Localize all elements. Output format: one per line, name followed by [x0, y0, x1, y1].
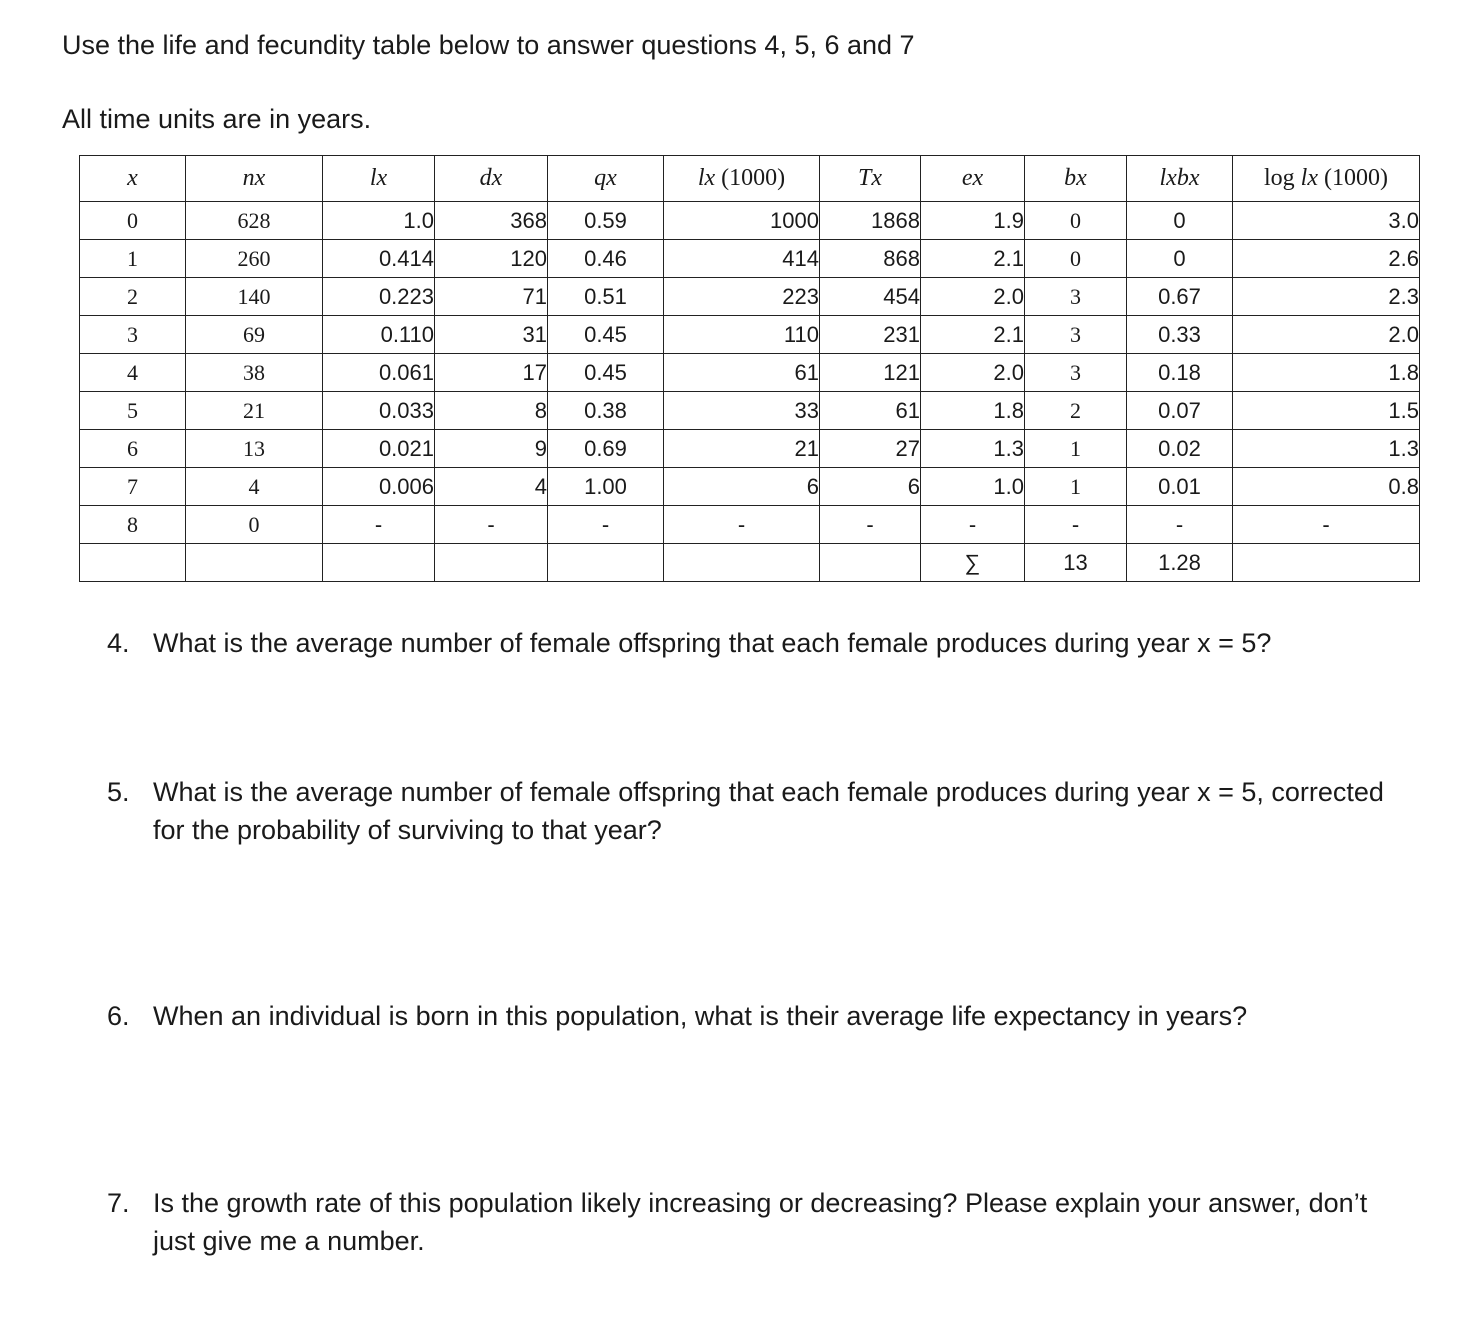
cell-tx: 1868 — [820, 202, 921, 240]
cell-x: 5 — [80, 392, 186, 430]
cell-tx: 27 — [820, 430, 921, 468]
cell-lxbx: 0.07 — [1127, 392, 1233, 430]
cell-lx: 0.061 — [323, 354, 435, 392]
cell-tx: 61 — [820, 392, 921, 430]
cell-x: 6 — [80, 430, 186, 468]
table-row — [80, 316, 1420, 354]
cell-dx: 4 — [435, 468, 548, 506]
cell-x: 1 — [80, 240, 186, 278]
cell-tx: 231 — [820, 316, 921, 354]
question-text: What is the average number of female offspring that each female produces during year x = 5, corrected for the probability of surviving to that year? — [153, 777, 1384, 845]
question-4 — [107, 624, 1407, 662]
cell-bx: 3 — [1025, 316, 1127, 354]
header-tx: Tx — [820, 156, 921, 202]
cell-lx1000: 33 — [664, 392, 820, 430]
cell-lx1000: 110 — [664, 316, 820, 354]
table-row — [80, 240, 1420, 278]
question-5 — [107, 773, 1407, 849]
table-row — [80, 506, 1420, 544]
header-bx: bx — [1025, 156, 1127, 202]
header-lxbx: lxbx — [1127, 156, 1233, 202]
cell-lxbx: 0.33 — [1127, 316, 1233, 354]
cell-x: 0 — [80, 202, 186, 240]
cell-ex: 2.0 — [921, 354, 1025, 392]
table-header-row — [80, 156, 1420, 202]
cell-tx: 454 — [820, 278, 921, 316]
cell-lxbx: - — [1127, 506, 1233, 544]
cell-tx: 868 — [820, 240, 921, 278]
cell-qx: 1.00 — [548, 468, 664, 506]
header-lx: lx — [323, 156, 435, 202]
cell-lxbx: 0.67 — [1127, 278, 1233, 316]
cell-log: 1.3 — [1233, 430, 1420, 468]
cell-lx: 0.021 — [323, 430, 435, 468]
cell-bx: 0 — [1025, 240, 1127, 278]
cell-ex: 1.9 — [921, 202, 1025, 240]
cell-dx: 71 — [435, 278, 548, 316]
cell-bx: 2 — [1025, 392, 1127, 430]
cell-lx1000: 1000 — [664, 202, 820, 240]
cell-qx: 0.69 — [548, 430, 664, 468]
cell-lxbx: 0.01 — [1127, 468, 1233, 506]
cell-qx: 0.38 — [548, 392, 664, 430]
cell-lx: 0.110 — [323, 316, 435, 354]
cell-dx: 8 — [435, 392, 548, 430]
sum-blank — [820, 544, 921, 582]
sum-blank — [323, 544, 435, 582]
cell-lx1000: 223 — [664, 278, 820, 316]
cell-tx: 121 — [820, 354, 921, 392]
cell-tx: - — [820, 506, 921, 544]
intro-time-units: All time units are in years. — [62, 104, 372, 134]
cell-lx: - — [323, 506, 435, 544]
header-qx: qx — [548, 156, 664, 202]
cell-lxbx: 0 — [1127, 202, 1233, 240]
cell-dx: - — [435, 506, 548, 544]
header-x: x — [80, 156, 186, 202]
cell-lx1000: 21 — [664, 430, 820, 468]
cell-nx: 140 — [186, 278, 323, 316]
cell-qx: 0.51 — [548, 278, 664, 316]
cell-bx: 0 — [1025, 202, 1127, 240]
cell-lx: 1.0 — [323, 202, 435, 240]
cell-lx1000: 414 — [664, 240, 820, 278]
cell-bx: 3 — [1025, 354, 1127, 392]
cell-tx: 6 — [820, 468, 921, 506]
cell-x: 8 — [80, 506, 186, 544]
cell-ex: - — [921, 506, 1025, 544]
header-ex: ex — [921, 156, 1025, 202]
cell-log: 2.0 — [1233, 316, 1420, 354]
question-number: 4. — [107, 628, 130, 658]
cell-qx: 0.59 — [548, 202, 664, 240]
cell-x: 7 — [80, 468, 186, 506]
cell-qx: 0.45 — [548, 316, 664, 354]
sum-blank — [548, 544, 664, 582]
cell-dx: 120 — [435, 240, 548, 278]
sum-symbol: ∑ — [921, 544, 1025, 582]
cell-log: 1.8 — [1233, 354, 1420, 392]
cell-x: 3 — [80, 316, 186, 354]
question-text: When an individual is born in this population, what is their average life expectancy in years? — [153, 1001, 1248, 1031]
cell-log: 2.3 — [1233, 278, 1420, 316]
cell-dx: 17 — [435, 354, 548, 392]
sum-blank — [1233, 544, 1420, 582]
cell-dx: 368 — [435, 202, 548, 240]
cell-nx: 0 — [186, 506, 323, 544]
question-7 — [107, 1184, 1407, 1260]
cell-x: 4 — [80, 354, 186, 392]
question-text: Is the growth rate of this population likely increasing or decreasing? Please explain your answer, don’t just give me a number. — [153, 1188, 1368, 1256]
header-nx: nx — [186, 156, 323, 202]
intro-instructions: Use the life and fecundity table below to answer questions 4, 5, 6 and 7 — [62, 30, 915, 60]
table-row — [80, 278, 1420, 316]
cell-log: - — [1233, 506, 1420, 544]
header-dx: dx — [435, 156, 548, 202]
cell-lx: 0.006 — [323, 468, 435, 506]
cell-lx: 0.033 — [323, 392, 435, 430]
cell-ex: 2.1 — [921, 240, 1025, 278]
cell-nx: 628 — [186, 202, 323, 240]
cell-nx: 4 — [186, 468, 323, 506]
sum-lxbx: 1.28 — [1127, 544, 1233, 582]
cell-nx: 260 — [186, 240, 323, 278]
question-number: 5. — [107, 777, 130, 807]
cell-bx: - — [1025, 506, 1127, 544]
cell-x: 2 — [80, 278, 186, 316]
cell-lx1000: 61 — [664, 354, 820, 392]
cell-ex: 2.1 — [921, 316, 1025, 354]
question-6 — [107, 997, 1407, 1035]
sum-blank — [80, 544, 186, 582]
cell-bx: 1 — [1025, 430, 1127, 468]
question-number: 6. — [107, 1001, 130, 1031]
cell-dx: 31 — [435, 316, 548, 354]
cell-nx: 13 — [186, 430, 323, 468]
cell-log: 3.0 — [1233, 202, 1420, 240]
cell-lx: 0.223 — [323, 278, 435, 316]
cell-log: 2.6 — [1233, 240, 1420, 278]
cell-ex: 1.3 — [921, 430, 1025, 468]
table-row — [80, 354, 1420, 392]
sum-blank — [664, 544, 820, 582]
cell-ex: 1.8 — [921, 392, 1025, 430]
cell-qx: - — [548, 506, 664, 544]
cell-ex: 2.0 — [921, 278, 1025, 316]
cell-lxbx: 0.18 — [1127, 354, 1233, 392]
cell-bx: 3 — [1025, 278, 1127, 316]
cell-bx: 1 — [1025, 468, 1127, 506]
cell-lxbx: 0.02 — [1127, 430, 1233, 468]
table-row — [80, 430, 1420, 468]
cell-dx: 9 — [435, 430, 548, 468]
sum-bx: 13 — [1025, 544, 1127, 582]
sum-blank — [435, 544, 548, 582]
cell-nx: 38 — [186, 354, 323, 392]
sum-row — [80, 544, 1420, 582]
life-fecundity-table — [79, 155, 1420, 582]
cell-lx: 0.414 — [323, 240, 435, 278]
cell-lx1000: - — [664, 506, 820, 544]
cell-log: 0.8 — [1233, 468, 1420, 506]
cell-log: 1.5 — [1233, 392, 1420, 430]
cell-lxbx: 0 — [1127, 240, 1233, 278]
cell-lx1000: 6 — [664, 468, 820, 506]
header-log-lx: log lx (1000) — [1233, 156, 1420, 202]
cell-nx: 69 — [186, 316, 323, 354]
header-lx1000: lx (1000) — [664, 156, 820, 202]
cell-nx: 21 — [186, 392, 323, 430]
table-row — [80, 202, 1420, 240]
sum-blank — [186, 544, 323, 582]
cell-qx: 0.46 — [548, 240, 664, 278]
cell-qx: 0.45 — [548, 354, 664, 392]
question-number: 7. — [107, 1188, 130, 1218]
table-row — [80, 468, 1420, 506]
table-row — [80, 392, 1420, 430]
cell-ex: 1.0 — [921, 468, 1025, 506]
question-text: What is the average number of female offspring that each female produces during year x = 5? — [153, 628, 1272, 658]
